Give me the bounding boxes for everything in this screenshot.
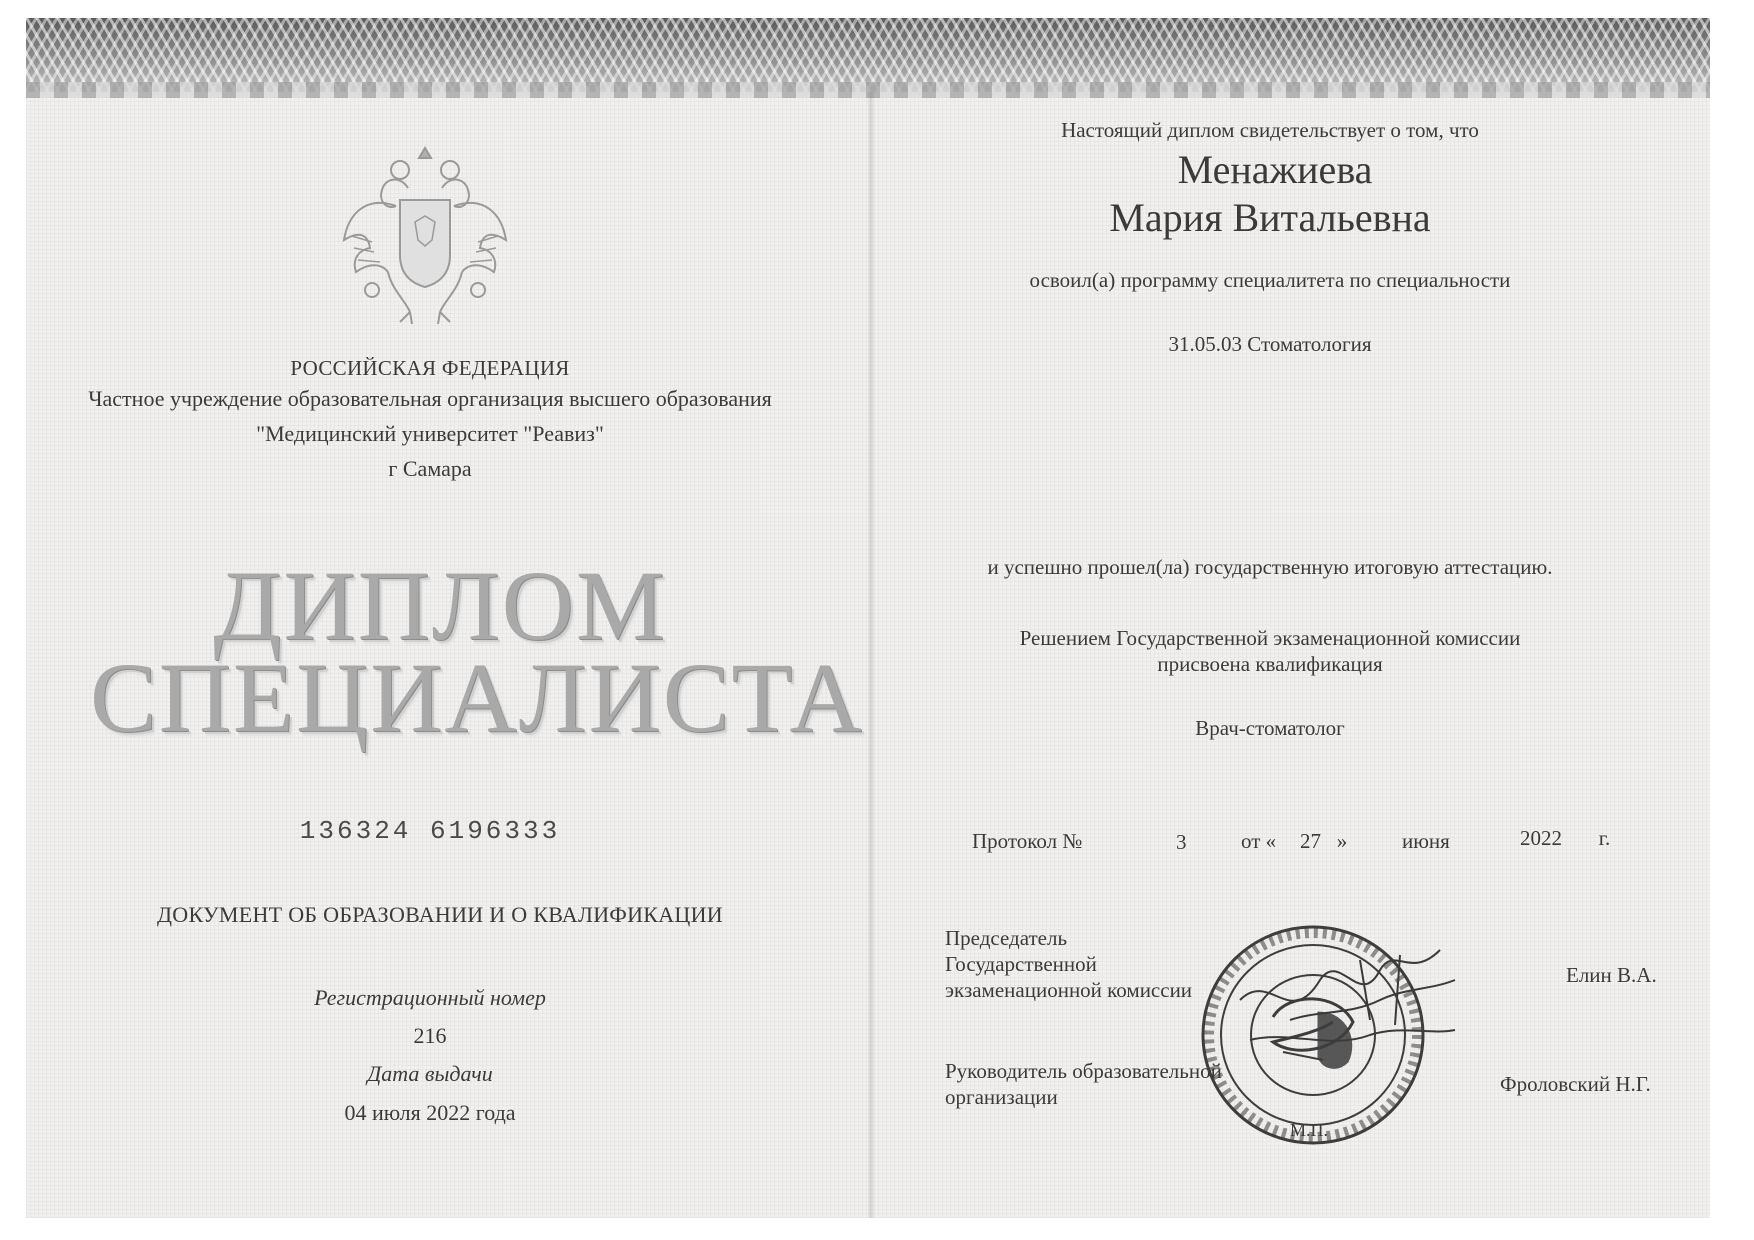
chair-title-line2: Государственной [945,952,1097,976]
chair-title-line3: экзаменационной комиссии [945,978,1193,1002]
graduate-surname: Менажиева [1177,147,1373,192]
issue-date: 04 июля 2022 года [344,1100,516,1125]
protocol-ot: от « [1241,829,1277,853]
protocol-month: июня [1402,829,1450,853]
protocol-number: 3 [1176,830,1187,854]
commission-decision-line2: присвоена квалификация [1157,652,1383,676]
certification-intro: Настоящий диплом свидетельствует о том, что [1061,118,1479,142]
protocol-date-prefix [1241,829,1276,854]
country-heading: РОССИЙСКАЯ ФЕДЕРАЦИЯ [290,356,570,380]
seal-place-label: М.П. [1290,1120,1329,1140]
graduate-given-names: Мария Витальевна [1109,195,1431,240]
signature-icon [1230,940,1460,1060]
chair-title-line1: Председатель [945,926,1068,950]
protocol-year-value: 2022 [1520,826,1562,850]
program-statement: освоил(а) программу специалитета по специальности [1029,268,1511,292]
decorative-guilloche-band [26,18,1710,92]
organization-type: Частное учреждение образовательная организация высшего образования [88,386,772,411]
protocol-day-close: » [1336,829,1348,853]
page-fold [868,92,874,1218]
protocol-label: Протокол № [972,829,1083,853]
registration-number: 216 [413,1023,447,1048]
head-title-line2: организации [945,1085,1058,1109]
specialty: 31.05.03 Стоматология [1168,332,1372,356]
protocol-year-suffix: г. [1598,826,1611,850]
attestation-statement: и успешно прошел(ла) государственную итоговую аттестацию. [987,555,1553,579]
protocol-year [1520,826,1610,851]
organization-name: "Медицинский университет "Реавиз" [256,421,604,446]
protocol-day-value: 27 [1300,829,1321,853]
serial-number: 136324 6196333 [299,816,561,846]
diploma-title-line2: СПЕЦИАЛИСТА [90,642,864,753]
coat-of-arms-icon [330,140,520,330]
head-name: Фроловский Н.Г. [1500,1072,1651,1096]
issue-date-label: Дата выдачи [367,1061,493,1086]
organization-city: г Самара [388,456,472,481]
commission-decision-line1: Решением Государственной экзаменационной комиссии [1019,626,1521,650]
registration-label: Регистрационный номер [314,985,546,1010]
qualification: Врач-стоматолог [1195,716,1345,740]
protocol-day [1300,829,1347,854]
chair-name: Елин В.А. [1566,963,1657,987]
head-title-line1: Руководитель образовательной [945,1059,1222,1083]
document-type: ДОКУМЕНТ ОБ ОБРАЗОВАНИИ И О КВАЛИФИКАЦИИ [156,902,723,927]
diploma-title-line1: ДИПЛОМ [213,550,667,661]
